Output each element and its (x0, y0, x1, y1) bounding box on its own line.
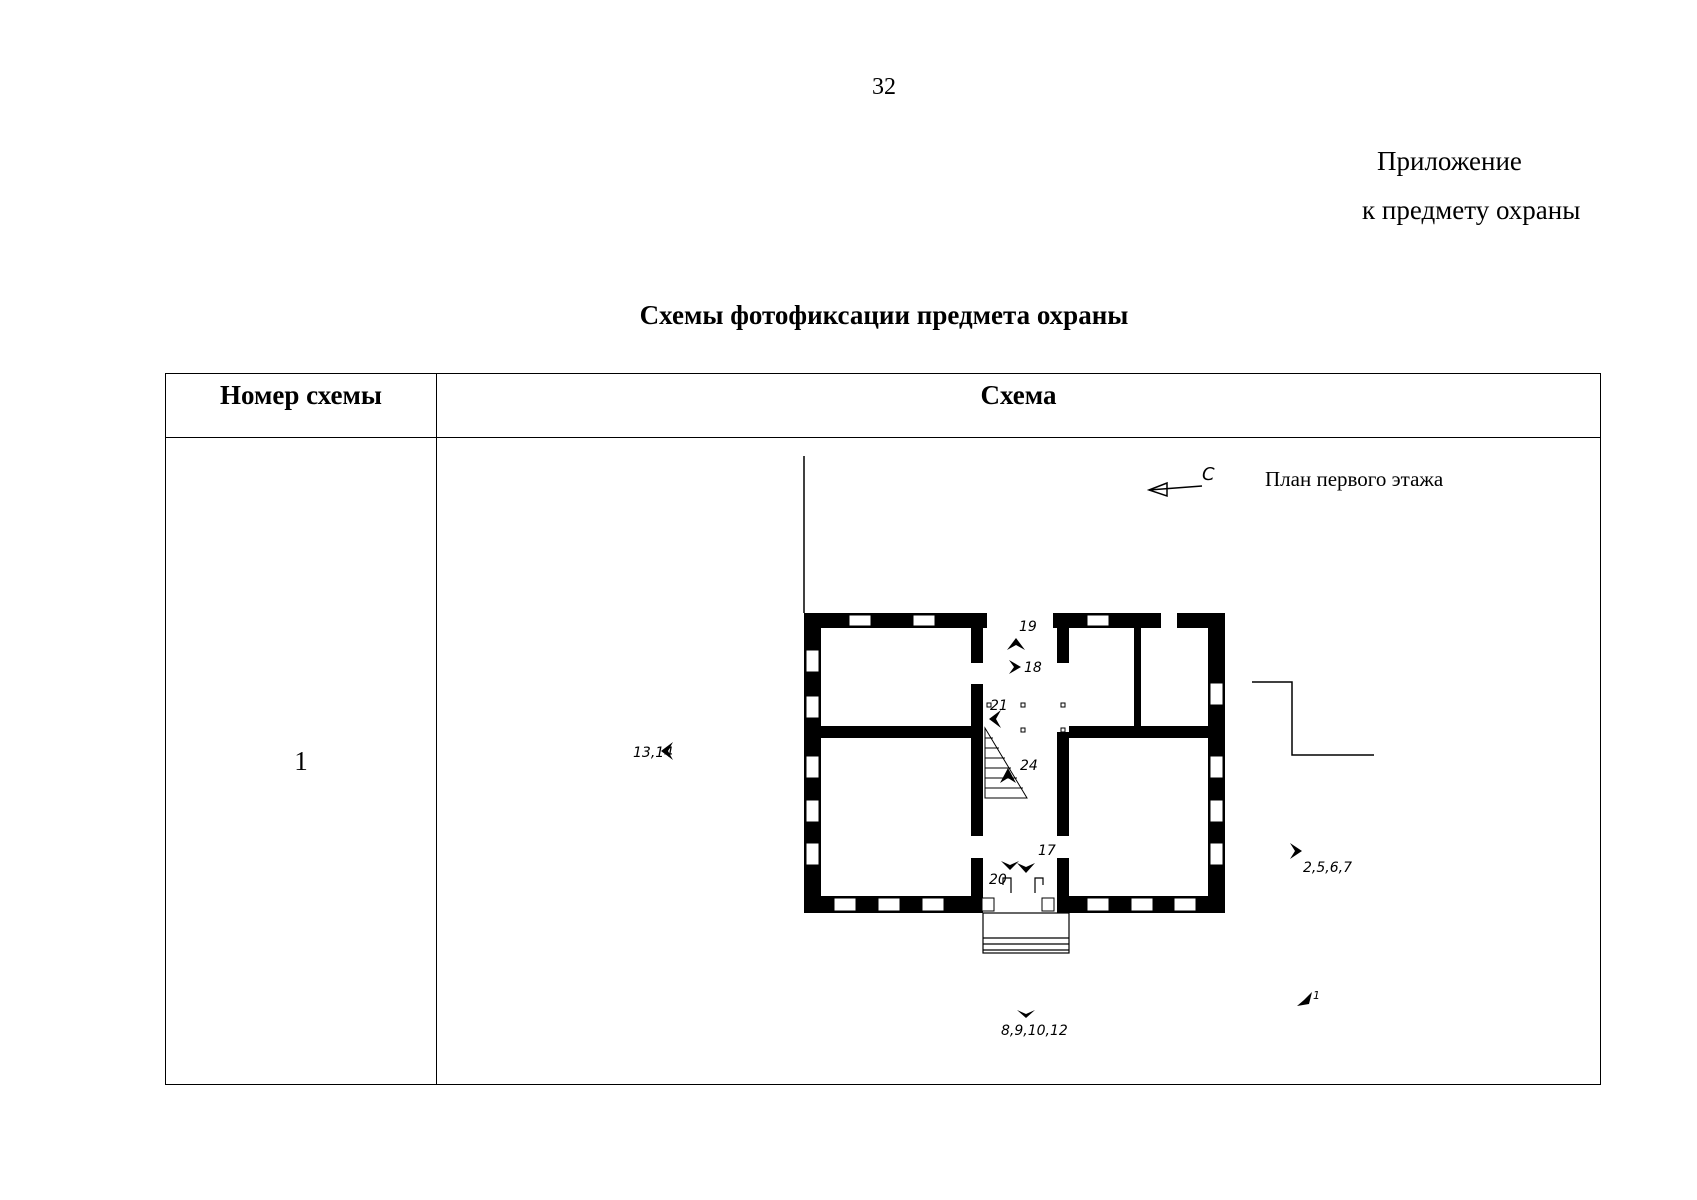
header-scheme-number: Номер схемы (166, 374, 437, 438)
table-header-row (166, 374, 1601, 438)
appendix-subtitle: к предмету охраны (1362, 195, 1581, 225)
plan-title: План первого этажа (1265, 467, 1444, 491)
viewpoint-label: 24 (1020, 758, 1038, 774)
viewpoint-label: 21 (990, 698, 1008, 714)
schemes-table (165, 373, 1601, 1085)
viewpoint-label: 13,14 (633, 745, 674, 761)
floor-plan-diagram (437, 438, 1603, 1090)
scheme-number: 1 (166, 438, 437, 1085)
building-walls (804, 613, 1225, 913)
entrance-porch (983, 878, 1069, 953)
scheme-cell (437, 438, 1601, 1085)
north-label: С (1202, 464, 1215, 485)
viewpoint-label: 8,9,10,12 (1001, 1023, 1068, 1039)
window-marks (806, 615, 1223, 911)
viewpoint-label: 17 (1038, 843, 1056, 859)
header-scheme: Схема (437, 374, 1601, 438)
document-title: Схемы фотофиксации предмета охраны (639, 300, 1129, 330)
viewpoint-label: 18 (1024, 660, 1042, 676)
page-number: 32 (872, 74, 896, 100)
viewpoint-label: 20 (989, 872, 1007, 888)
north-arrow-icon (1149, 483, 1202, 496)
viewpoint-label: 2,5,6,7 (1303, 860, 1352, 876)
viewpoint-label: 1 (1313, 989, 1320, 1002)
viewpoint-label: 19 (1019, 619, 1037, 635)
appendix-label: Приложение (1377, 146, 1522, 176)
site-boundary-line (1252, 682, 1374, 755)
table-row (166, 438, 1601, 1085)
